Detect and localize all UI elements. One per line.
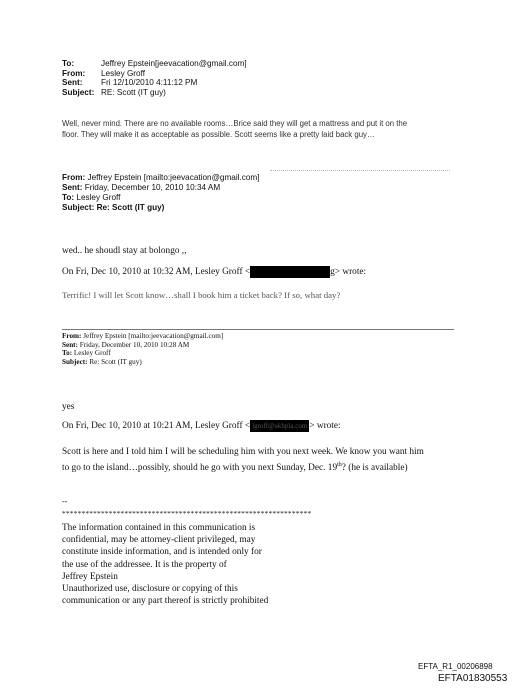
to-value: Lesley Groff [76, 193, 121, 202]
email3-quote-body [62, 446, 424, 474]
disclaimer-line: confidential, may be attorney-client privileged, may [62, 535, 256, 546]
from-value: Jeffrey Epstein [mailto:jeevacation@gmail.com] [83, 332, 224, 340]
sent-value: Friday, December 10, 2010 10:34 AM [84, 183, 221, 192]
subject-value: RE: Scott (IT guy) [101, 87, 166, 97]
from-label: From: [62, 332, 82, 340]
email3-reply: yes [62, 402, 75, 412]
bates-number-large: EFTA01830553 [438, 673, 508, 684]
from-value: Lesley Groff [101, 68, 145, 78]
disclaimer-line: The information contained in this communication is [62, 523, 256, 533]
disclaimer-text [62, 522, 268, 607]
from-label: From: [62, 68, 86, 78]
signature-dashes: -- [62, 497, 68, 506]
from-value: Jeffrey Epstein [mailto:jeevacation@gmail.com] [87, 173, 260, 182]
email3-header [62, 332, 223, 366]
email1-body-line2: floor. They will make it as acceptable as possible. Scott seems like a pretty laid back guy… [62, 129, 375, 139]
email1-body-line1: Well, never mind. There are no available rooms…Brice said they will get a mattress and put it on the [62, 119, 408, 128]
sent-label: Sent: [62, 340, 78, 349]
quote-prefix: On Fri, Dec 10, 2010 at 10:32 AM, Lesley Groff < [62, 267, 251, 278]
sent-label: Sent: [62, 78, 83, 88]
to-value: Lesley Groff [73, 349, 111, 358]
to-value: Jeffrey Epstein[jeevacation@gmail.com] [101, 59, 247, 68]
quote-prefix: On Fri, Dec 10, 2010 at 10:21 AM, Lesley Groff < [62, 421, 251, 432]
email2-header [62, 173, 259, 213]
from-label: From: [62, 173, 86, 182]
separator-rule [62, 329, 454, 330]
to-label: To: [62, 349, 73, 358]
sent-label: Sent: [62, 183, 83, 192]
redaction-box [250, 266, 330, 278]
subject-value: Re: Scott (IT guy) [89, 357, 142, 366]
disclaimer-line: Jeffrey Epstein [62, 571, 118, 582]
sent-value: Friday, December 10, 2010 10:28 AM [79, 340, 190, 349]
subject-label: Subject: [62, 87, 95, 97]
email3-quote-line2: to go to the island…possibly, should he go with you next Sunday, Dec. 19th? (he is available) [62, 461, 408, 473]
email3-quote-header [62, 420, 341, 432]
email1-header [62, 59, 247, 97]
subject-label: Subject: [62, 357, 88, 366]
quote-suffix: > wrote: [309, 421, 341, 432]
email2-quote-header [62, 266, 366, 278]
disclaimer-line: communication or any part thereof is strictly prohibited [62, 596, 269, 607]
redaction-box: lgroff@ukhpla.com [252, 422, 308, 430]
email1-body [62, 119, 447, 140]
to-label: To: [62, 59, 75, 68]
email2-reply: wed.. he shoudl stay at bolongo ,, [62, 246, 187, 256]
disclaimer-stars: **************************************************************** [62, 509, 312, 518]
separator-dotted [270, 170, 450, 171]
quote-suffix: g> wrote: [330, 267, 367, 278]
sent-value: Fri 12/10/2010 4:11:12 PM [101, 78, 198, 88]
subject-label: Subject: [62, 203, 95, 212]
email3-quote-line1: Scott is here and I told him I will be scheduling him with you next week. We know you want him [62, 447, 424, 457]
disclaimer-line: constitute inside information, and is intended only for [62, 547, 262, 558]
bates-number-small: EFTA_R1_00206898 [418, 662, 493, 671]
to-label: To: [62, 193, 75, 202]
email2-quote-body: Terrific! I will let Scott know…shall I book him a ticket back? If so, what day? [62, 290, 341, 300]
subject-value: Re: Scott (IT guy) [96, 203, 165, 212]
disclaimer-line: the use of the addressee. It is the property of [62, 559, 227, 570]
disclaimer-line: Unauthorized use, disclosure or copying of this [62, 584, 238, 595]
